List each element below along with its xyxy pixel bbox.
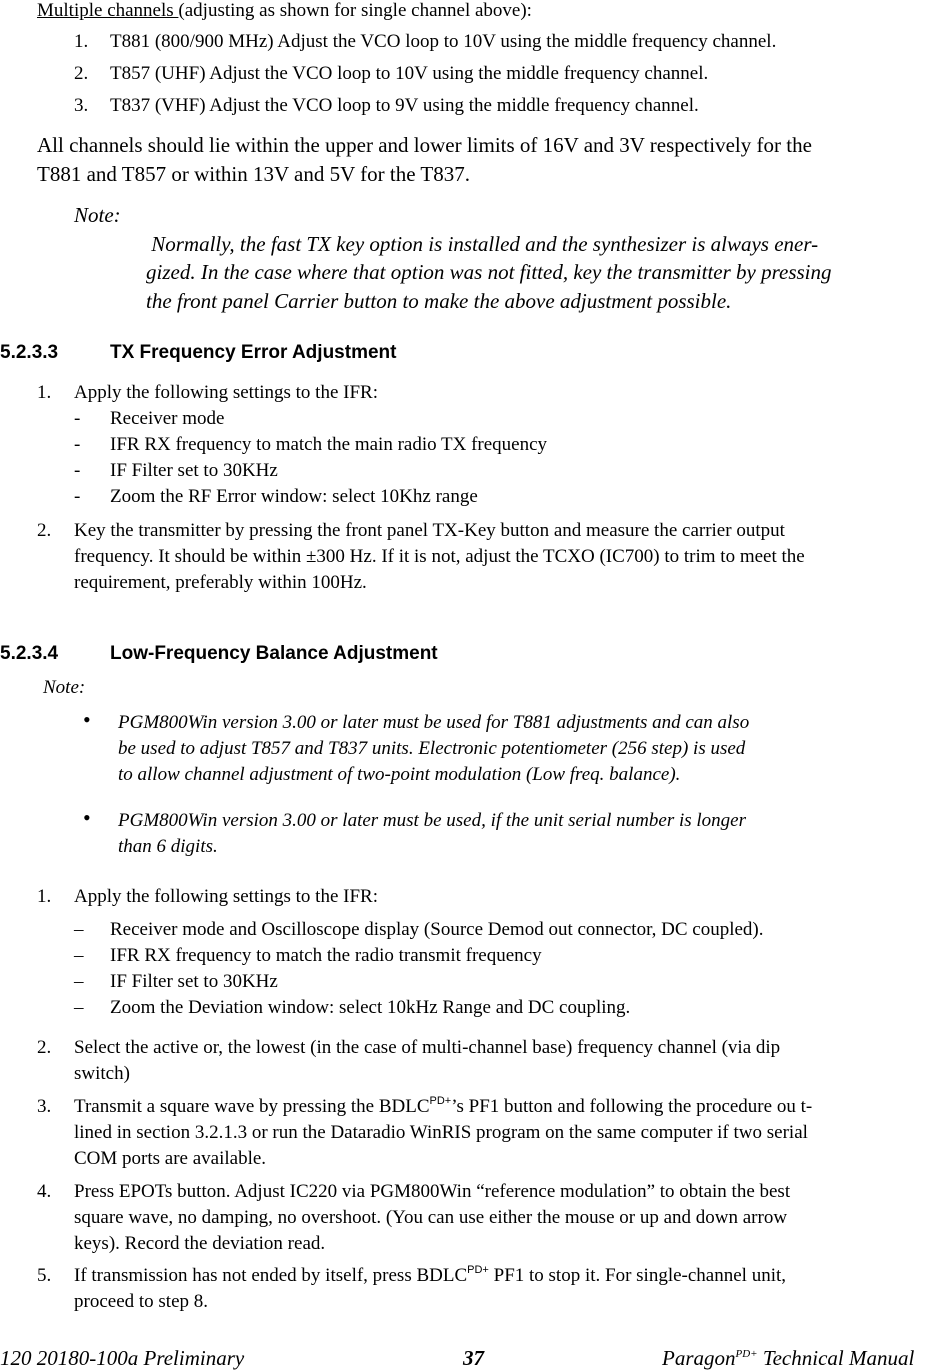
step-text-line bbox=[74, 1096, 812, 1118]
top-item-text: T837 (VHF) Adjust the VCO loop to 9V using the middle frequency channel. bbox=[110, 95, 699, 116]
step-text-line: lined in section 3.2.1.3 or run the Dataradio WinRIS program on the same computer if two serial bbox=[74, 1122, 808, 1143]
setting-text: Receiver mode and Oscilloscope display (Source Demod out connector, DC coupled). bbox=[110, 919, 764, 940]
setting-text: IF Filter set to 30KHz bbox=[110, 971, 278, 992]
step-text-line: requirement, preferably within 100Hz. bbox=[74, 572, 367, 593]
bullet-icon: • bbox=[83, 805, 91, 830]
footer-manual: Technical Manual bbox=[757, 1346, 915, 1370]
setting-dash: - bbox=[74, 434, 81, 455]
note-label: Note: bbox=[43, 677, 86, 698]
step-text-line: Press EPOTs button. Adjust IC220 via PGM800Win “reference modulation” to obtain the best bbox=[74, 1181, 791, 1202]
step-text: Apply the following settings to the IFR: bbox=[74, 886, 378, 907]
step-number: 1. bbox=[37, 382, 52, 403]
setting-text: Receiver mode bbox=[110, 408, 225, 429]
note-bullet-line: be used to adjust T857 and T837 units. Electronic potentiometer (256 step) is used bbox=[118, 738, 746, 759]
setting-dash: - bbox=[74, 460, 81, 481]
section-number: 5.2.3.4 bbox=[0, 643, 59, 664]
setting-dash: - bbox=[74, 408, 81, 429]
step5-superscript: PD+ bbox=[467, 1264, 489, 1276]
setting-dash: – bbox=[74, 971, 84, 992]
setting-text: Zoom the RF Error window: select 10Khz range bbox=[110, 486, 478, 507]
step5-text-a: If transmission has not ended by itself, press BDLC bbox=[74, 1265, 468, 1286]
step-number: 1. bbox=[37, 886, 52, 907]
multiple-channels-heading bbox=[37, 0, 532, 22]
setting-dash: – bbox=[74, 945, 84, 966]
section-number: 5.2.3.3 bbox=[0, 342, 59, 363]
step-text-line: switch) bbox=[74, 1063, 130, 1084]
note-line: Normally, the fast TX key option is installed and the synthesizer is always ener- bbox=[146, 232, 819, 256]
top-item-text: T857 (UHF) Adjust the VCO loop to 10V using the middle frequency channel. bbox=[110, 63, 709, 84]
footer-product-superscript: PD+ bbox=[735, 1348, 758, 1360]
note-bullet-line: to allow channel adjustment of two-point modulation (Low freq. balance). bbox=[118, 764, 681, 785]
setting-dash: – bbox=[74, 919, 84, 940]
limits-paragraph-line: T881 and T857 or within 13V and 5V for the T837. bbox=[37, 162, 470, 186]
top-item-num: 3. bbox=[74, 95, 89, 116]
step-text-line: keys). Record the deviation read. bbox=[74, 1233, 326, 1254]
footer-doc-id: 120 20180-100a Preliminary bbox=[0, 1346, 245, 1370]
setting-dash: - bbox=[74, 486, 81, 507]
top-item-text: T881 (800/900 MHz) Adjust the VCO loop to 10V using the middle frequency channel. bbox=[110, 31, 777, 52]
section-title: TX Frequency Error Adjustment bbox=[110, 342, 397, 363]
step-number: 2. bbox=[37, 1037, 52, 1058]
step-text-line: Select the active or, the lowest (in the case of multi-channel base) frequency channel (via dip bbox=[74, 1037, 781, 1058]
step-text-line: Key the transmitter by pressing the front panel TX-Key button and measure the carrier output bbox=[74, 520, 785, 541]
step-text-line: frequency. It should be within ±300 Hz. If it is not, adjust the TCXO (IC700) to trim to meet the bbox=[74, 546, 805, 567]
setting-dash: – bbox=[74, 997, 84, 1018]
setting-text: Zoom the Deviation window: select 10kHz Range and DC coupling. bbox=[110, 997, 631, 1018]
note-bullet-line: than 6 digits. bbox=[118, 836, 218, 857]
note-bullet-line: PGM800Win version 3.00 or later must be used, if the unit serial number is longer bbox=[118, 810, 747, 831]
note-line: gized. In the case where that option was not fitted, key the transmitter by pressing bbox=[146, 260, 832, 284]
top-item-num: 2. bbox=[74, 63, 89, 84]
step-number: 2. bbox=[37, 520, 52, 541]
top-item-num: 1. bbox=[74, 31, 89, 52]
setting-text: IF Filter set to 30KHz bbox=[110, 460, 278, 481]
footer-product: Paragon bbox=[662, 1346, 736, 1370]
step-text-line bbox=[74, 1265, 786, 1287]
step-text-line: proceed to step 8. bbox=[74, 1291, 209, 1312]
step5-text-b: PF1 to stop it. For single-channel unit, bbox=[488, 1265, 787, 1286]
note-line: the front panel Carrier button to make the above adjustment possible. bbox=[146, 289, 732, 313]
step-number: 4. bbox=[37, 1181, 52, 1202]
step-text-line: square wave, no damping, no overshoot. (You can use either the mouse or up and down arrow bbox=[74, 1207, 788, 1228]
step-number: 3. bbox=[37, 1096, 52, 1117]
section-title: Low-Frequency Balance Adjustment bbox=[110, 643, 438, 664]
limits-paragraph-line: All channels should lie within the upper and lower limits of 16V and 3V respectively for the bbox=[37, 133, 812, 157]
step-text-line: COM ports are available. bbox=[74, 1148, 267, 1169]
heading-rest: (adjusting as shown for single channel above): bbox=[178, 0, 532, 21]
footer-manual-title bbox=[662, 1346, 914, 1371]
heading-underlined: Multiple channels bbox=[37, 0, 179, 21]
setting-text: IFR RX frequency to match the radio transmit frequency bbox=[110, 945, 542, 966]
step3-text-b: ’s PF1 button and following the procedure ou t- bbox=[451, 1096, 813, 1117]
step3-text-a: Transmit a square wave by pressing the BDLC bbox=[74, 1096, 430, 1117]
step-number: 5. bbox=[37, 1265, 52, 1286]
step-text: Apply the following settings to the IFR: bbox=[74, 382, 378, 403]
note-bullet-line: PGM800Win version 3.00 or later must be used for T881 adjustments and can also bbox=[118, 712, 750, 733]
setting-text: IFR RX frequency to match the main radio TX frequency bbox=[110, 434, 548, 455]
step3-superscript: PD+ bbox=[429, 1095, 452, 1107]
note-label: Note: bbox=[74, 203, 121, 227]
footer-page-number: 37 bbox=[463, 1346, 484, 1370]
bullet-icon: • bbox=[83, 707, 91, 732]
